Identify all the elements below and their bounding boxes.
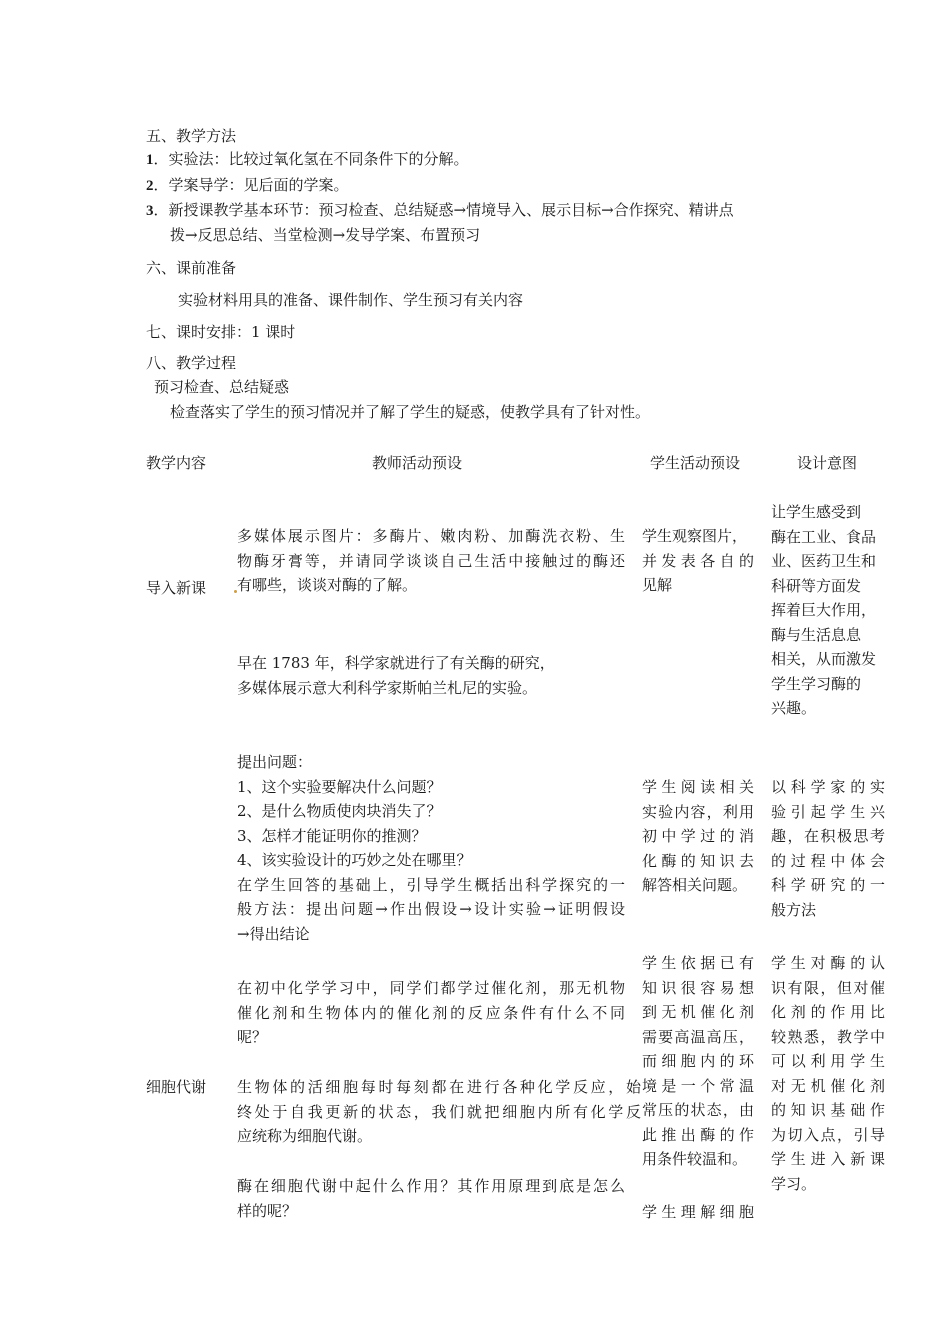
text-line: 生物体的活细胞每时每刻都在进行各种化学反应，始 xyxy=(237,1078,641,1096)
text-line: 此推出酶的作 xyxy=(642,1125,754,1144)
section-6-text: 实验材料用具的准备、课件制作、学生预习有关内容 xyxy=(178,291,524,309)
text-line: 学生学习酶的 xyxy=(771,674,862,693)
teacher-block-1 xyxy=(237,524,625,598)
item-number: 1 xyxy=(146,152,154,168)
text-line: 多媒体展示图片：多酶片、嫩肉粉、加酶洗衣粉、生 xyxy=(237,527,625,545)
teacher-block-6 xyxy=(237,1174,625,1223)
text-line: 酶在工业、食品 xyxy=(771,527,877,546)
text-line: 有哪些，谈谈对酶的了解。 xyxy=(237,576,418,594)
intent-block-2 xyxy=(771,775,885,922)
method-item-1 xyxy=(146,149,469,170)
header-teacher: 教师活动预设 xyxy=(372,454,463,472)
text-line: 的过程中体会 xyxy=(771,851,885,870)
item-number: 2 xyxy=(146,178,154,194)
text-line: 到无机催化剂 xyxy=(642,1003,754,1021)
text-line: 以科学家的实 xyxy=(771,778,885,796)
text-line: 学生依据已有 xyxy=(642,954,754,972)
text-line: 识有限，但对催 xyxy=(771,978,885,997)
text-line: 般方法 xyxy=(771,900,817,919)
text-line: 学习。 xyxy=(771,1174,817,1193)
row-label-intro: 导入新课 xyxy=(146,579,207,597)
text-line: 催化剂和生物体内的催化剂的反应条件有什么不同 xyxy=(237,1003,625,1022)
text-line: 解答相关问题。 xyxy=(642,876,748,894)
text-line: 科研等方面发 xyxy=(771,576,862,595)
text-line: 应统称为细胞代谢。 xyxy=(237,1127,373,1145)
text-line: 呢？ xyxy=(237,1028,268,1046)
text-line: 学生对酶的认 xyxy=(771,954,885,972)
text-line: 可以利用学生 xyxy=(771,1052,885,1070)
text-line: 4、该实验设计的巧妙之处在哪里？ xyxy=(237,851,472,869)
section-8-description: 检查落实了学生的预习情况并了解了学生的疑惑，使教学具有了针对性。 xyxy=(170,403,651,421)
text-line: 化剂的作用比 xyxy=(771,1003,885,1021)
header-intent: 设计意图 xyxy=(797,454,858,472)
teacher-block-2 xyxy=(237,651,555,700)
text-line: 业、医药卫生和 xyxy=(771,552,877,570)
text-line: 并发表各自的 xyxy=(642,551,754,570)
item-text: ．实验法：比较过氧化氢在不同条件下的分解。 xyxy=(153,150,469,168)
text-line: 相关，从而激发 xyxy=(771,650,877,668)
section-8-title: 八、教学过程 xyxy=(146,354,237,372)
section-5-title: 五、教学方法 xyxy=(146,127,237,145)
text-line: 的知识基础作 xyxy=(771,1101,885,1119)
student-block-4 xyxy=(642,1200,754,1225)
text-line: 见解 xyxy=(642,576,673,594)
text-line: 化酶的知识去 xyxy=(642,851,754,870)
text-line: 兴趣。 xyxy=(771,699,817,717)
text-line: 3、怎样才能证明你的推测？ xyxy=(237,826,427,845)
text-line: 较熟悉，教学中 xyxy=(771,1027,885,1046)
student-block-1 xyxy=(642,524,754,598)
text-line: 实验内容，利用 xyxy=(642,802,754,821)
text-line: →得出结论 xyxy=(237,924,310,943)
text-line: 而细胞内的环 xyxy=(642,1052,754,1070)
text-line: 学生理解细胞 xyxy=(642,1203,754,1221)
text-line: 在初中化学学习中，同学们都学过催化剂，那无机物 xyxy=(237,979,625,997)
teacher-block-4 xyxy=(237,976,625,1050)
text-line: 科学研究的一 xyxy=(771,876,885,894)
section-7-text: 七、课时安排：1 课时 xyxy=(146,323,296,341)
text-line: 常压的状态，由 xyxy=(642,1101,754,1119)
text-line: 初中学过的消 xyxy=(642,827,754,845)
text-line: 学生阅读相关 xyxy=(642,778,754,796)
method-item-2 xyxy=(146,175,349,196)
section-6-title: 六、课前准备 xyxy=(146,259,237,277)
text-line: 学生观察图片， xyxy=(642,527,748,545)
text-line: 在学生回答的基础上，引导学生概括出科学探究的一 xyxy=(237,875,625,894)
text-line: 需要高温高压， xyxy=(642,1027,754,1046)
header-content: 教学内容 xyxy=(146,454,207,472)
text-line: 早在 1783 年，科学家就进行了有关酶的研究， xyxy=(237,654,555,672)
text-line: 验引起学生兴 xyxy=(771,802,885,821)
text-line: 提出问题： xyxy=(237,753,313,771)
text-line: 为切入点，引导 xyxy=(771,1125,885,1144)
row-label-cell-metabolism: 细胞代谢 xyxy=(146,1078,207,1096)
method-item-3-continuation: 拨→反思总结、当堂检测→发导学案、布置预习 xyxy=(170,226,481,244)
text-line: 让学生感受到 xyxy=(771,503,862,521)
text-line: 境是一个常温 xyxy=(642,1076,754,1095)
item-text: ．新授课教学基本环节：预习检查、总结疑惑→情境导入、展示目标→合作探究、精讲点 xyxy=(153,201,734,219)
text-line: 挥着巨大作用， xyxy=(771,601,877,619)
text-line: 对无机催化剂 xyxy=(771,1076,885,1095)
section-8-subtitle: 预习检查、总结疑惑 xyxy=(154,378,290,396)
student-block-2 xyxy=(642,775,754,898)
text-line: 酶在细胞代谢中起什么作用？其作用原理到底是怎么 xyxy=(237,1177,625,1195)
text-line: 1、这个实验要解决什么问题？ xyxy=(237,777,442,796)
text-line: 样的呢？ xyxy=(237,1201,298,1220)
text-line: 终处于自我更新的状态，我们就把细胞内所有化学反 xyxy=(237,1102,641,1121)
text-line: 酶与生活息息 xyxy=(771,625,862,644)
text-line: 学生进入新课 xyxy=(771,1150,885,1168)
text-line: 般方法：提出问题→作出假设→设计实验→证明假设 xyxy=(237,900,625,918)
intent-block-1 xyxy=(771,500,885,721)
text-line: 用条件较温和。 xyxy=(642,1150,748,1168)
teacher-block-5 xyxy=(237,1075,641,1149)
header-student: 学生活动预设 xyxy=(650,454,741,472)
text-line: 多媒体展示意大利科学家斯帕兰札尼的实验。 xyxy=(237,678,538,697)
method-item-3 xyxy=(146,200,734,221)
teacher-block-3 xyxy=(237,750,625,946)
text-line: 物酶牙膏等，并请同学谈谈自己生活中接触过的酶还 xyxy=(237,551,625,570)
text-line: 2、是什么物质使肉块消失了？ xyxy=(237,802,442,820)
intent-block-3 xyxy=(771,951,885,1196)
text-line: 趣，在积极思考 xyxy=(771,827,885,845)
item-number: 3 xyxy=(146,203,154,219)
student-block-3 xyxy=(642,951,754,1172)
item-text: ．学案导学：见后面的学案。 xyxy=(153,176,349,194)
text-line: 知识很容易想 xyxy=(642,978,754,997)
